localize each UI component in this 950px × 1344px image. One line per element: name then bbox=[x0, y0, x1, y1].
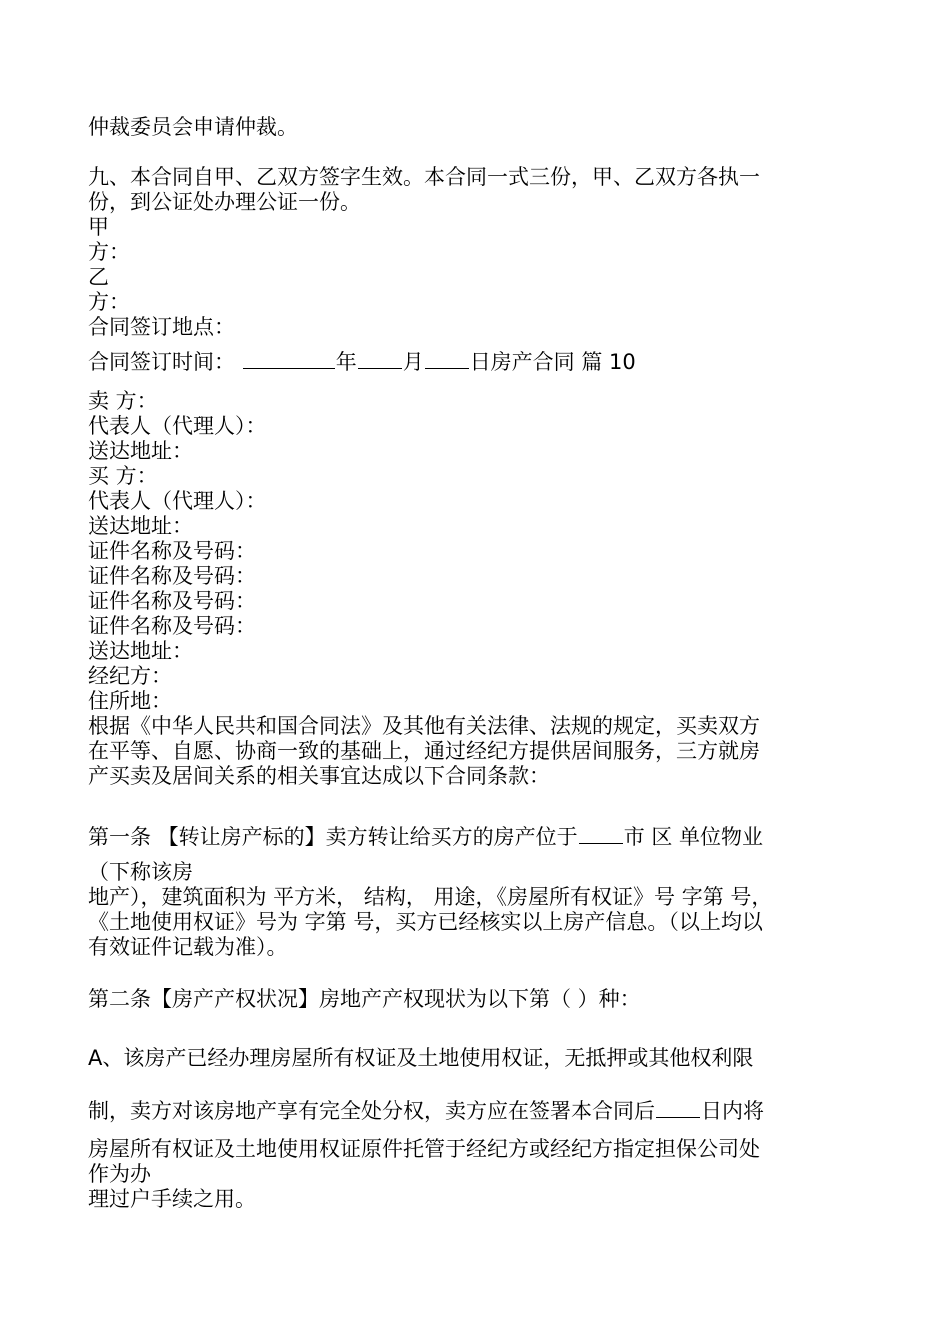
month-blank bbox=[358, 348, 402, 369]
party-line: 证件名称及号码： bbox=[88, 614, 256, 638]
article-one-line-5: 有效证件记载为准）。 bbox=[88, 935, 288, 959]
city-blank bbox=[579, 823, 623, 844]
article-one-line-3: 地产），建筑面积为 平方米， 结构， 用途，《房屋所有权证》号 字第 号， bbox=[88, 885, 773, 909]
clause-nine-line-2: 份，到公证处办理公证一份。 bbox=[88, 190, 361, 214]
article-one-line-4: 《土地使用权证》号为 字第 号，买方已经核实以上房产信息。（以上均以 bbox=[88, 910, 763, 934]
paragraph-arbitration-tail: 仲裁委员会申请仲裁。 bbox=[88, 115, 298, 139]
month-label: 月 bbox=[402, 350, 424, 374]
party-line: 证件名称及号码： bbox=[88, 564, 256, 588]
option-a-line-5: 理过户手续之用。 bbox=[88, 1187, 256, 1211]
party-line: 住所地： bbox=[88, 689, 172, 713]
party-b-sign-char: 乙 bbox=[88, 265, 109, 289]
days-blank bbox=[656, 1097, 700, 1118]
party-a-sign-label: 方： bbox=[88, 240, 130, 264]
party-line: 证件名称及号码： bbox=[88, 539, 256, 563]
party-line: 送达地址： bbox=[88, 639, 193, 663]
party-line: 送达地址： bbox=[88, 439, 193, 463]
option-a-line-2-tail: 日内将 bbox=[701, 1099, 764, 1123]
article-one-lead: 第一条 【转让房产标的】卖方转让给买方的房产位于 bbox=[88, 825, 578, 849]
option-a-line-3: 房屋所有权证及土地使用权证原件托管于经纪方或经纪方指定担保公司处 bbox=[88, 1137, 760, 1161]
party-line: 经纪方： bbox=[88, 664, 172, 688]
party-line: 代表人（代理人）： bbox=[88, 414, 267, 438]
sign-time-label: 合同签订时间： bbox=[88, 350, 235, 374]
year-label: 年 bbox=[335, 350, 357, 374]
article-one-line-2: （下称该房 bbox=[88, 860, 193, 884]
option-a-line-1: A、该房产已经办理房屋所有权证及土地使用权证，无抵押或其他权利限 bbox=[88, 1046, 754, 1070]
party-a-sign-char: 甲 bbox=[88, 215, 109, 239]
day-blank bbox=[425, 348, 469, 369]
sign-place: 合同签订地点： bbox=[88, 315, 235, 339]
party-line: 证件名称及号码： bbox=[88, 589, 256, 613]
year-blank bbox=[243, 348, 335, 369]
party-line: 送达地址： bbox=[88, 514, 193, 538]
party-line: 买 方： bbox=[88, 464, 158, 488]
intro-line-3: 产买卖及居间关系的相关事宜达成以下合同条款： bbox=[88, 764, 550, 788]
option-a-line-2 bbox=[88, 1097, 868, 1124]
option-a-line-4: 作为办 bbox=[88, 1162, 151, 1186]
intro-line-2: 在平等、自愿、协商一致的基础上，通过经纪方提供居间服务，三方就房 bbox=[88, 739, 760, 763]
article-one-tail: 市 区 单位物业 bbox=[623, 825, 764, 849]
party-line: 卖 方： bbox=[88, 389, 158, 413]
option-a-line-2-lead: 制，卖方对该房地产享有完全处分权，卖方应在签署本合同后 bbox=[88, 1099, 655, 1123]
party-b-sign-label: 方： bbox=[88, 290, 130, 314]
intro-line-1: 根据《中华人民共和国合同法》及其他有关法律、法规的规定，买卖双方 bbox=[88, 714, 760, 738]
article-two-title: 第二条【房产产权状况】房地产产权现状为以下第（ ）种： bbox=[88, 987, 641, 1011]
article-one-line-1 bbox=[88, 823, 868, 850]
day-and-title: 日房产合同 篇 10 bbox=[469, 350, 636, 374]
clause-nine-line-1: 九、本合同自甲、乙双方签字生效。本合同一式三份，甲、乙双方各执一 bbox=[88, 165, 760, 189]
sign-time-line bbox=[88, 348, 868, 375]
party-line: 代表人（代理人）： bbox=[88, 489, 267, 513]
